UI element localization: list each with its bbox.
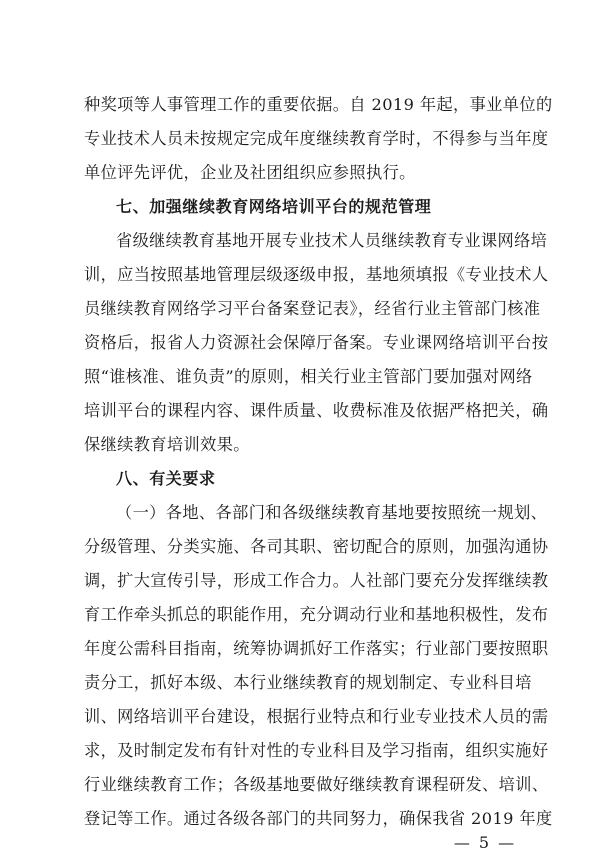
body-text-line: 分级管理、分类实施、各司其职、密切配合的原则，加强沟通协 [84, 537, 549, 556]
page-number: — 5 — [453, 833, 517, 852]
body-text-line: 求，及时制定发布有针对性的专业科目及学习指南，组织实施好 [84, 741, 549, 760]
body-text-line: 培训平台的课程内容、课件质量、收费标准及依据严格把关，确 [84, 401, 549, 420]
section-heading-7: 七、加强继续教育网络培训平台的规范管理 [116, 197, 432, 216]
body-text-line: 资格后，报省人力资源社会保障厅备案。专业课网络培训平台按 [84, 333, 549, 352]
body-text-line: 年度公需科目指南，统筹协调抓好工作落实；行业部门要按照职 [84, 639, 549, 658]
body-text-line: 责分工，抓好本级、本行业继续教育的规划制定、专业科目培 [84, 673, 532, 692]
body-text-line: 员继续教育网络学习平台备案登记表》，经省行业主管部门核准 [84, 299, 541, 318]
body-text-line: 训，应当按照基地管理层级逐级申报，基地须填报《专业技术人 [84, 265, 549, 284]
body-text-line: 照“谁核准、谁负责”的原则，相关行业主管部门要加强对网络 [84, 367, 533, 386]
body-text-line: 种奖项等人事管理工作的重要依据。自 2019 年起，事业单位的 [84, 95, 553, 114]
body-text-line: 省级继续教育基地开展专业技术人员继续教育专业课网络培 [116, 231, 548, 250]
body-text-line: 专业技术人员未按规定完成年度继续教育学时，不得参与当年度 [84, 129, 549, 148]
body-text-line: （一）各地、各部门和各级继续教育基地要按照统一规划、 [116, 503, 548, 522]
section-heading-8: 八、有关要求 [116, 469, 216, 488]
body-text-line: 训、网络培训平台建设，根据行业特点和行业专业技术人员的需 [84, 707, 549, 726]
body-text-line: 行业继续教育工作；各级基地要做好继续教育课程研发、培训、 [84, 775, 549, 794]
body-text-line: 调，扩大宣传引导，形成工作合力。人社部门要充分发挥继续教 [84, 571, 549, 590]
body-text-line: 育工作牵头抓总的职能作用，充分调动行业和基地积极性，发布 [84, 605, 549, 624]
body-text-line: 单位评先评优，企业及社团组织应参照执行。 [84, 163, 416, 182]
body-text-line: 登记等工作。通过各级各部门的共同努力，确保我省 2019 年度 [84, 809, 553, 828]
body-text-line: 保继续教育培训效果。 [84, 435, 250, 454]
